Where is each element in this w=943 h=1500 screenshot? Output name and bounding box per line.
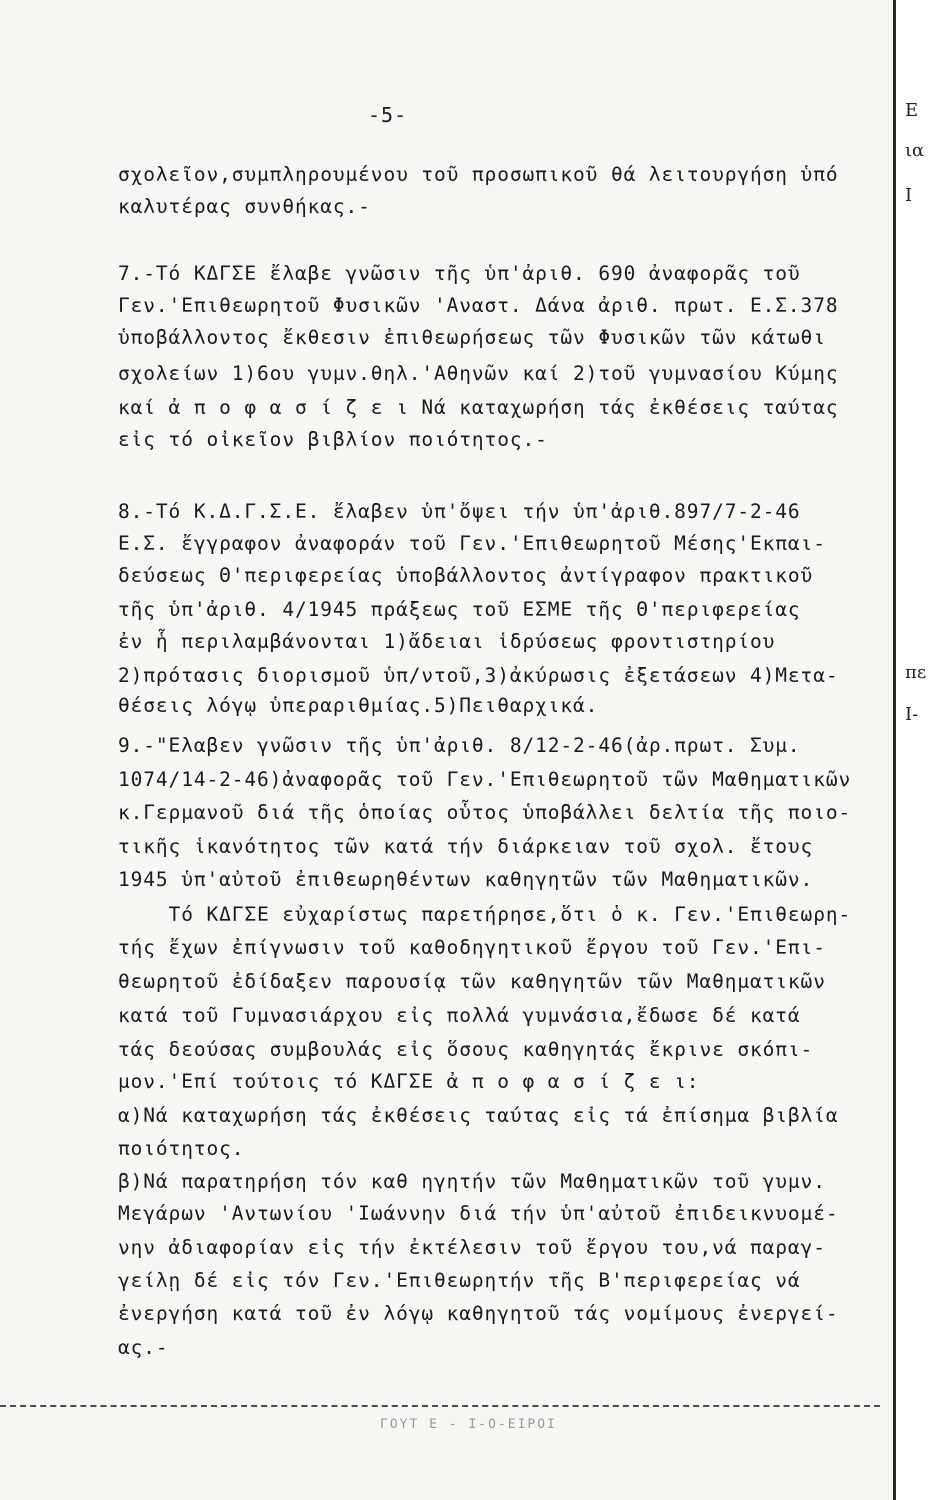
text-line: α)Νά καταχωρήση τάς ἐκθέσεις ταύτας εἰς τά ἐπίσημα βιβλία [118, 1104, 839, 1127]
text-line: ποιότητος. [118, 1137, 245, 1160]
text-line: Τό ΚΔΓΣΕ εὐχαρίστως παρετήρησε,ὅτι ὁ κ. Γεν.'Επιθεωρη- [118, 903, 852, 926]
next-page-edge [893, 0, 943, 1500]
text-line: 1945 ὑπ'αὐτοῦ ἐπιθεωρηθέντων καθηγητῶν τῶν Μαθηματικῶν. [118, 868, 814, 891]
text-line: σχολεῖον,συμπληρουμένου τοῦ προσωπικοῦ θά λειτουργήση ὑπό [118, 163, 839, 186]
text-line: δεύσεως Θ'περιφερείας ὑποβάλλοντος ἀντίγραφον πρακτικοῦ [118, 564, 814, 587]
text-line: ἐνεργήση κατά τοῦ ἐν λόγῳ καθηγητοῦ τάς νομίμους ἐνεργεί- [118, 1302, 839, 1325]
edge-fragment: Ε [905, 100, 919, 121]
text-line: β)Νά παρατηρήση τόν καθ ηγητήν τῶν Μαθηματικῶν τοῦ γυμν. [118, 1170, 826, 1193]
text-line: 9.-"Ελαβεν γνῶσιν τῆς ὑπ'ἀριθ. 8/12-2-46(ἀρ.πρωτ. Συμ. [118, 734, 801, 757]
text-line: ας.- [118, 1336, 169, 1359]
edge-fragment: Ι- [905, 704, 919, 725]
edge-fragment: Ι [905, 185, 913, 206]
text-line: 2)πρότασις διορισμοῦ ὑπ/ντοῦ,3)ἀκύρωσις ἐξετάσεων 4)Μετα- [118, 664, 839, 687]
edge-fragment: ια [905, 140, 925, 161]
text-line: 1074/14-2-46)ἀναφορᾶς τοῦ Γεν.'Επιθεωρητοῦ τῶν Μαθηματικῶν [118, 768, 852, 791]
text-line: γείλῃ δέ εἰς τόν Γεν.'Επιθεωρητήν τῆς Β'περιφερείας νά [118, 1269, 801, 1292]
text-line: ἐν ἧ περιλαμβάνονται 1)ἄδειαι ἱδρύσεως φροντιστηρίου [118, 630, 776, 653]
text-line: θεωρητοῦ ἐδίδαξεν παρουσίᾳ τῶν καθηγητῶν τῶν Μαθηματικῶν [118, 970, 826, 993]
text-line: τάς δεούσας συμβουλάς εἰς ὅσους καθηγητάς ἔκρινε σκόπι- [118, 1038, 814, 1061]
text-line: σχολείων 1)6ου γυμν.θηλ.'Αθηνῶν καί 2)τοῦ γυμνασίου Κύμης [118, 362, 839, 385]
text-line: θέσεις λόγῳ ὑπεραριθμίας.5)Πειθαρχικά. [118, 694, 599, 717]
text-line: καί ἀ π ο φ α σ ί ζ ε ι Νά καταχωρήση τάς ἐκθέσεις ταύτας [118, 396, 839, 419]
text-line: ὑποβάλλοντος ἔκθεσιν ἐπιθεωρήσεως τῶν Φυσικῶν τῶν κάτωθι [118, 326, 826, 349]
text-line: κατά τοῦ Γυμνασιάρχου εἰς πολλά γυμνάσια,ἔδωσε δέ κατά [118, 1004, 801, 1027]
text-line: τῆς ὑπ'ἀριθ. 4/1945 πράξεως τοῦ ΕΣΜΕ τῆς Θ'περιφερείας [118, 598, 801, 621]
text-line: 7.-Τό ΚΔΓΣΕ ἔλαβε γνῶσιν τῆς ὑπ'ἀριθ. 690 ἀναφορᾶς τοῦ [118, 262, 801, 285]
text-line: κ.Γερμανοῦ διά τῆς ὁποίας οὗτος ὑποβάλλει δελτία τῆς ποιο- [118, 801, 852, 824]
footer-stamp: ΓΟΥΤ Ε - Ι-Ο-ΕΙΡΟΙ [380, 1417, 557, 1432]
edge-fragment: πε [905, 662, 927, 683]
text-line: τής ἔχων ἐπίγνωσιν τοῦ καθοδηγητικοῦ ἔργου τοῦ Γεν.'Επι- [118, 936, 826, 959]
text-line: Γεν.'Επιθεωρητοῦ Φυσικῶν 'Αναστ. Δάνα ἀριθ. πρωτ. Ε.Σ.378 [118, 294, 839, 317]
text-line: νην ἀδιαφορίαν εἰς τήν ἐκτέλεσιν τοῦ ἔργου του,νά παραγ- [118, 1236, 826, 1259]
text-line: Μεγάρων 'Αντωνίου 'Ιωάννην διά τήν ὑπ'αὐτοῦ ἐπιδεικνυομέ- [118, 1202, 839, 1225]
bottom-rule [0, 1405, 880, 1407]
text-line: εἰς τό οἰκεῖον βιβλίον ποιότητος.- [118, 428, 548, 451]
text-line: τικῆς ἱκανότητος τῶν κατά τήν διάρκειαν τοῦ σχολ. ἔτους [118, 835, 814, 858]
text-line: μον.'Επί τούτοις τό ΚΔΓΣΕ ἀ π ο φ α σ ί ζ ε ι: [118, 1070, 700, 1093]
text-line: Ε.Σ. ἔγγραφον ἀναφοράν τοῦ Γεν.'Επιθεωρητοῦ Μέσης'Εκπαι- [118, 532, 826, 555]
page-number: -5- [368, 103, 408, 127]
text-line: 8.-Τό Κ.Δ.Γ.Σ.Ε. ἔλαβεν ὑπ'ὄψει τήν ὑπ'ἀριθ.897/7-2-46 [118, 500, 801, 523]
text-line: καλυτέρας συνθήκας.- [118, 195, 371, 218]
